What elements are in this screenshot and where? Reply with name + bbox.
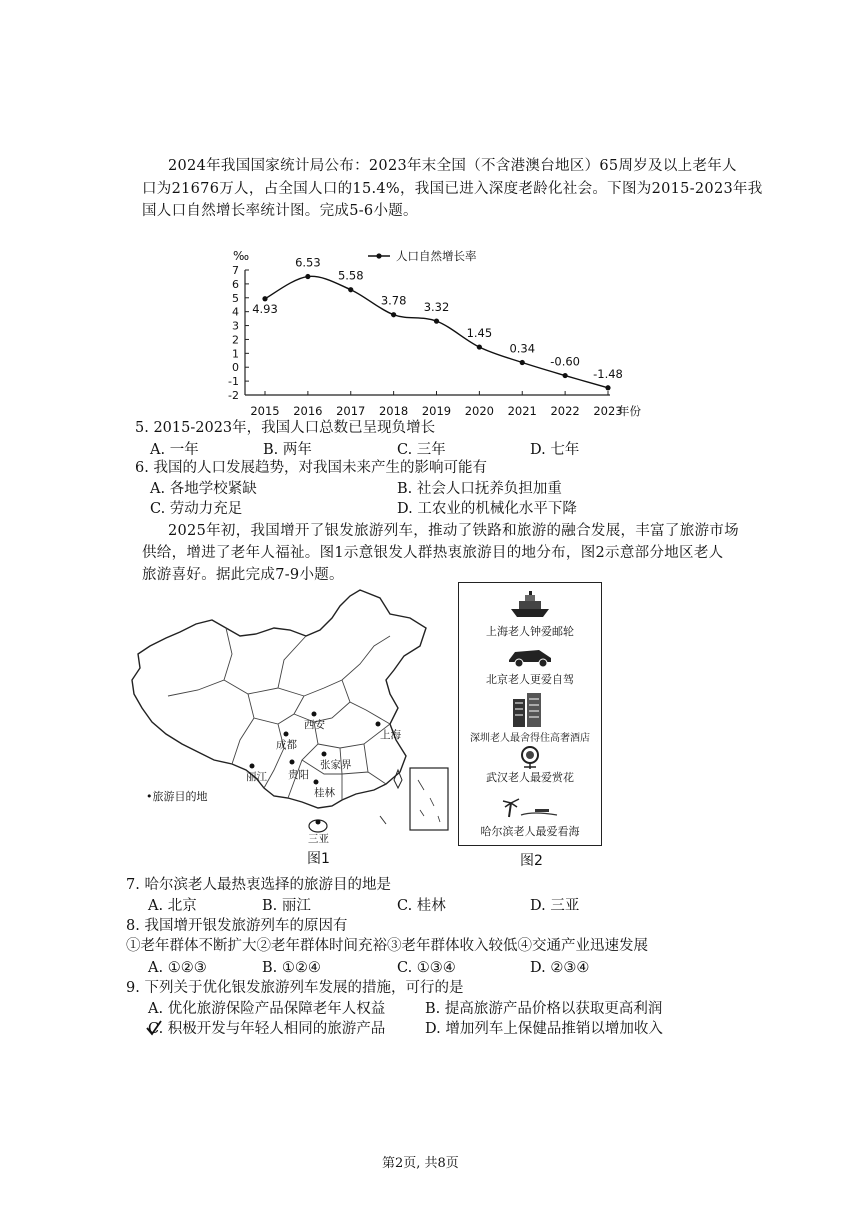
y-tick-label: 0 — [232, 361, 239, 375]
q5-option-d[interactable]: D. 七年 — [530, 442, 580, 458]
x-tick-label: 2016 — [293, 404, 323, 418]
q9-stem: 9. 下列关于优化银发旅游列车发展的措施，可行的是 — [126, 980, 464, 996]
x-tick-label: 2019 — [421, 404, 452, 418]
page-footer: 第2页, 共8页 — [382, 1156, 459, 1171]
y-tick-label: 4 — [232, 305, 239, 319]
q7-option-a[interactable]: A. 北京 — [148, 898, 197, 914]
q9-option-c[interactable]: C. 积极开发与年轻人相同的旅游产品 — [148, 1021, 386, 1037]
data-point — [305, 274, 310, 279]
fig2-item-harbin: 哈尔滨老人最爱看海 — [480, 825, 580, 838]
x-axis-label: 年份 — [618, 404, 641, 418]
y-tick-label: 7 — [232, 264, 239, 277]
q7-option-b[interactable]: B. 丽江 — [262, 898, 311, 914]
q5-stem: 5. 2015-2023年，我国人口总数已呈现负增长 — [135, 420, 436, 436]
q8-statements: ①老年群体不断扩大②老年群体时间充裕③老年群体收入较低④交通产业迅速发展 — [126, 938, 648, 954]
palm-sea-icon — [499, 795, 559, 819]
q6-option-d[interactable]: D. 工农业的机械化水平下降 — [397, 501, 577, 517]
data-label: 1.45 — [466, 326, 493, 341]
data-label: -1.48 — [593, 366, 623, 381]
city-label: 丽江 — [246, 771, 267, 783]
legend-label: 人口自然增长率 — [396, 249, 477, 263]
city-marker — [312, 712, 317, 717]
q7-stem: 7. 哈尔滨老人最热衷选择的旅游目的地是 — [126, 877, 391, 893]
data-label: 0.34 — [509, 341, 536, 356]
china-outline — [132, 590, 426, 808]
data-label: 3.78 — [380, 293, 407, 308]
city-label: 上海 — [380, 729, 401, 741]
fig2-panel — [458, 582, 602, 846]
china-map — [128, 584, 453, 849]
city-marker — [250, 764, 255, 769]
fig2-caption: 图2 — [520, 853, 543, 869]
x-tick-label: 2020 — [464, 404, 495, 418]
intro1-line1: 2024年我国国家统计局公布：2023年末全国（不含港澳台地区）65周岁及以上老年人 — [168, 158, 737, 174]
data-point — [477, 344, 482, 349]
x-tick-label: 2018 — [378, 404, 409, 418]
q5-option-b[interactable]: B. 两年 — [263, 442, 312, 458]
intro2-line3: 旅游喜好。据此完成7-9小题。 — [142, 567, 344, 583]
fig2-item-shanghai: 上海老人钟爱邮轮 — [486, 625, 574, 638]
x-tick-label: 2022 — [550, 404, 580, 418]
data-point — [391, 312, 396, 317]
city-label: 贵阳 — [288, 769, 309, 781]
q5-option-c[interactable]: C. 三年 — [397, 442, 446, 458]
intro2-line1: 2025年初，我国增开了银发旅游列车，推动了铁路和旅游的融合发展，丰富了旅游市场 — [168, 523, 739, 539]
y-tick-label: 3 — [232, 319, 239, 333]
fig2-item-beijing: 北京老人更爱自驾 — [486, 673, 574, 686]
data-point — [563, 373, 568, 378]
q9-option-b[interactable]: B. 提高旅游产品价格以获取更高利润 — [425, 1001, 663, 1017]
y-tick-label: 2 — [232, 333, 239, 347]
x-tick-label: 2021 — [507, 404, 537, 418]
y-tick-label: -1 — [228, 375, 239, 389]
x-tick-label: 2015 — [250, 404, 280, 418]
city-marker — [314, 780, 319, 785]
data-point — [262, 296, 267, 301]
data-point — [520, 360, 525, 365]
map-legend: •旅游目的地 — [146, 790, 208, 803]
city-label: 三亚 — [308, 833, 329, 845]
q8-option-a[interactable]: A. ①②③ — [148, 960, 207, 976]
legend-marker — [376, 253, 381, 258]
fig2-item-shenzhen: 深圳老人最舍得住高奢酒店 — [470, 733, 590, 744]
city-marker — [290, 760, 295, 765]
q8-stem: 8. 我国增开银发旅游列车的原因有 — [126, 918, 348, 934]
handwritten-check-mark — [145, 1019, 163, 1037]
growth-rate-chart — [225, 242, 685, 422]
hotel-building-icon — [509, 691, 545, 727]
city-marker — [322, 752, 327, 757]
flower-icon — [516, 745, 544, 769]
y-axis-unit: ‰ — [233, 249, 250, 263]
q9-option-d[interactable]: D. 增加列车上保健品推销以增加收入 — [425, 1021, 663, 1037]
cruise-ship-icon — [507, 589, 553, 619]
city-marker — [376, 722, 381, 727]
data-label: 3.32 — [423, 300, 450, 315]
fig1-caption: 图1 — [307, 851, 330, 867]
y-tick-label: 6 — [232, 277, 239, 291]
data-point — [434, 319, 439, 324]
q8-option-b[interactable]: B. ①②④ — [262, 960, 321, 976]
intro1-line2: 口为21676万人，占全国人口的15.4%，我国已进入深度老龄化社会。下图为2015-2023年我 — [142, 181, 763, 197]
city-marker — [284, 732, 289, 737]
q8-option-d[interactable]: D. ②③④ — [530, 960, 590, 976]
data-label: 4.93 — [252, 301, 278, 316]
city-label: 张家界 — [320, 759, 352, 771]
city-label: 桂林 — [314, 787, 335, 799]
city-marker — [316, 820, 321, 825]
q5-option-a[interactable]: A. 一年 — [150, 442, 199, 458]
data-point — [605, 385, 610, 390]
x-tick-label: 2017 — [336, 404, 366, 418]
series-line — [265, 276, 608, 387]
y-tick-label: 5 — [232, 291, 239, 305]
q6-stem: 6. 我国的人口发展趋势，对我国未来产生的影响可能有 — [135, 460, 487, 476]
fig2-item-wuhan: 武汉老人最爱赏花 — [486, 771, 574, 784]
city-label: 成都 — [276, 739, 297, 751]
q9-option-a[interactable]: A. 优化旅游保险产品保障老年人权益 — [148, 1001, 386, 1017]
x-tick-label: 2023 — [593, 404, 623, 418]
y-tick-label: -2 — [228, 389, 239, 402]
taiwan-island — [394, 770, 402, 788]
intro2-line2: 供给，增进了老年人福祉。图1示意银发人群热衷旅游目的地分布，图2示意部分地区老人 — [142, 545, 724, 561]
q6-option-b[interactable]: B. 社会人口抚养负担加重 — [397, 481, 562, 497]
city-label: 西安 — [304, 719, 325, 731]
y-tick-label: 1 — [232, 347, 239, 361]
car-icon — [505, 646, 555, 668]
q6-option-a[interactable]: A. 各地学校紧缺 — [150, 481, 257, 497]
data-point — [348, 287, 353, 292]
q8-option-c[interactable]: C. ①③④ — [397, 960, 456, 976]
q7-option-c[interactable]: C. 桂林 — [397, 898, 446, 914]
q6-option-c[interactable]: C. 劳动力充足 — [150, 501, 243, 517]
q7-option-d[interactable]: D. 三亚 — [530, 898, 580, 914]
data-label: -0.60 — [550, 354, 581, 369]
south-sea-inset — [410, 768, 448, 830]
data-label: 6.53 — [295, 255, 321, 270]
intro1-line3: 国人口自然增长率统计图。完成5-6小题。 — [142, 203, 418, 219]
data-label: 5.58 — [337, 268, 364, 283]
